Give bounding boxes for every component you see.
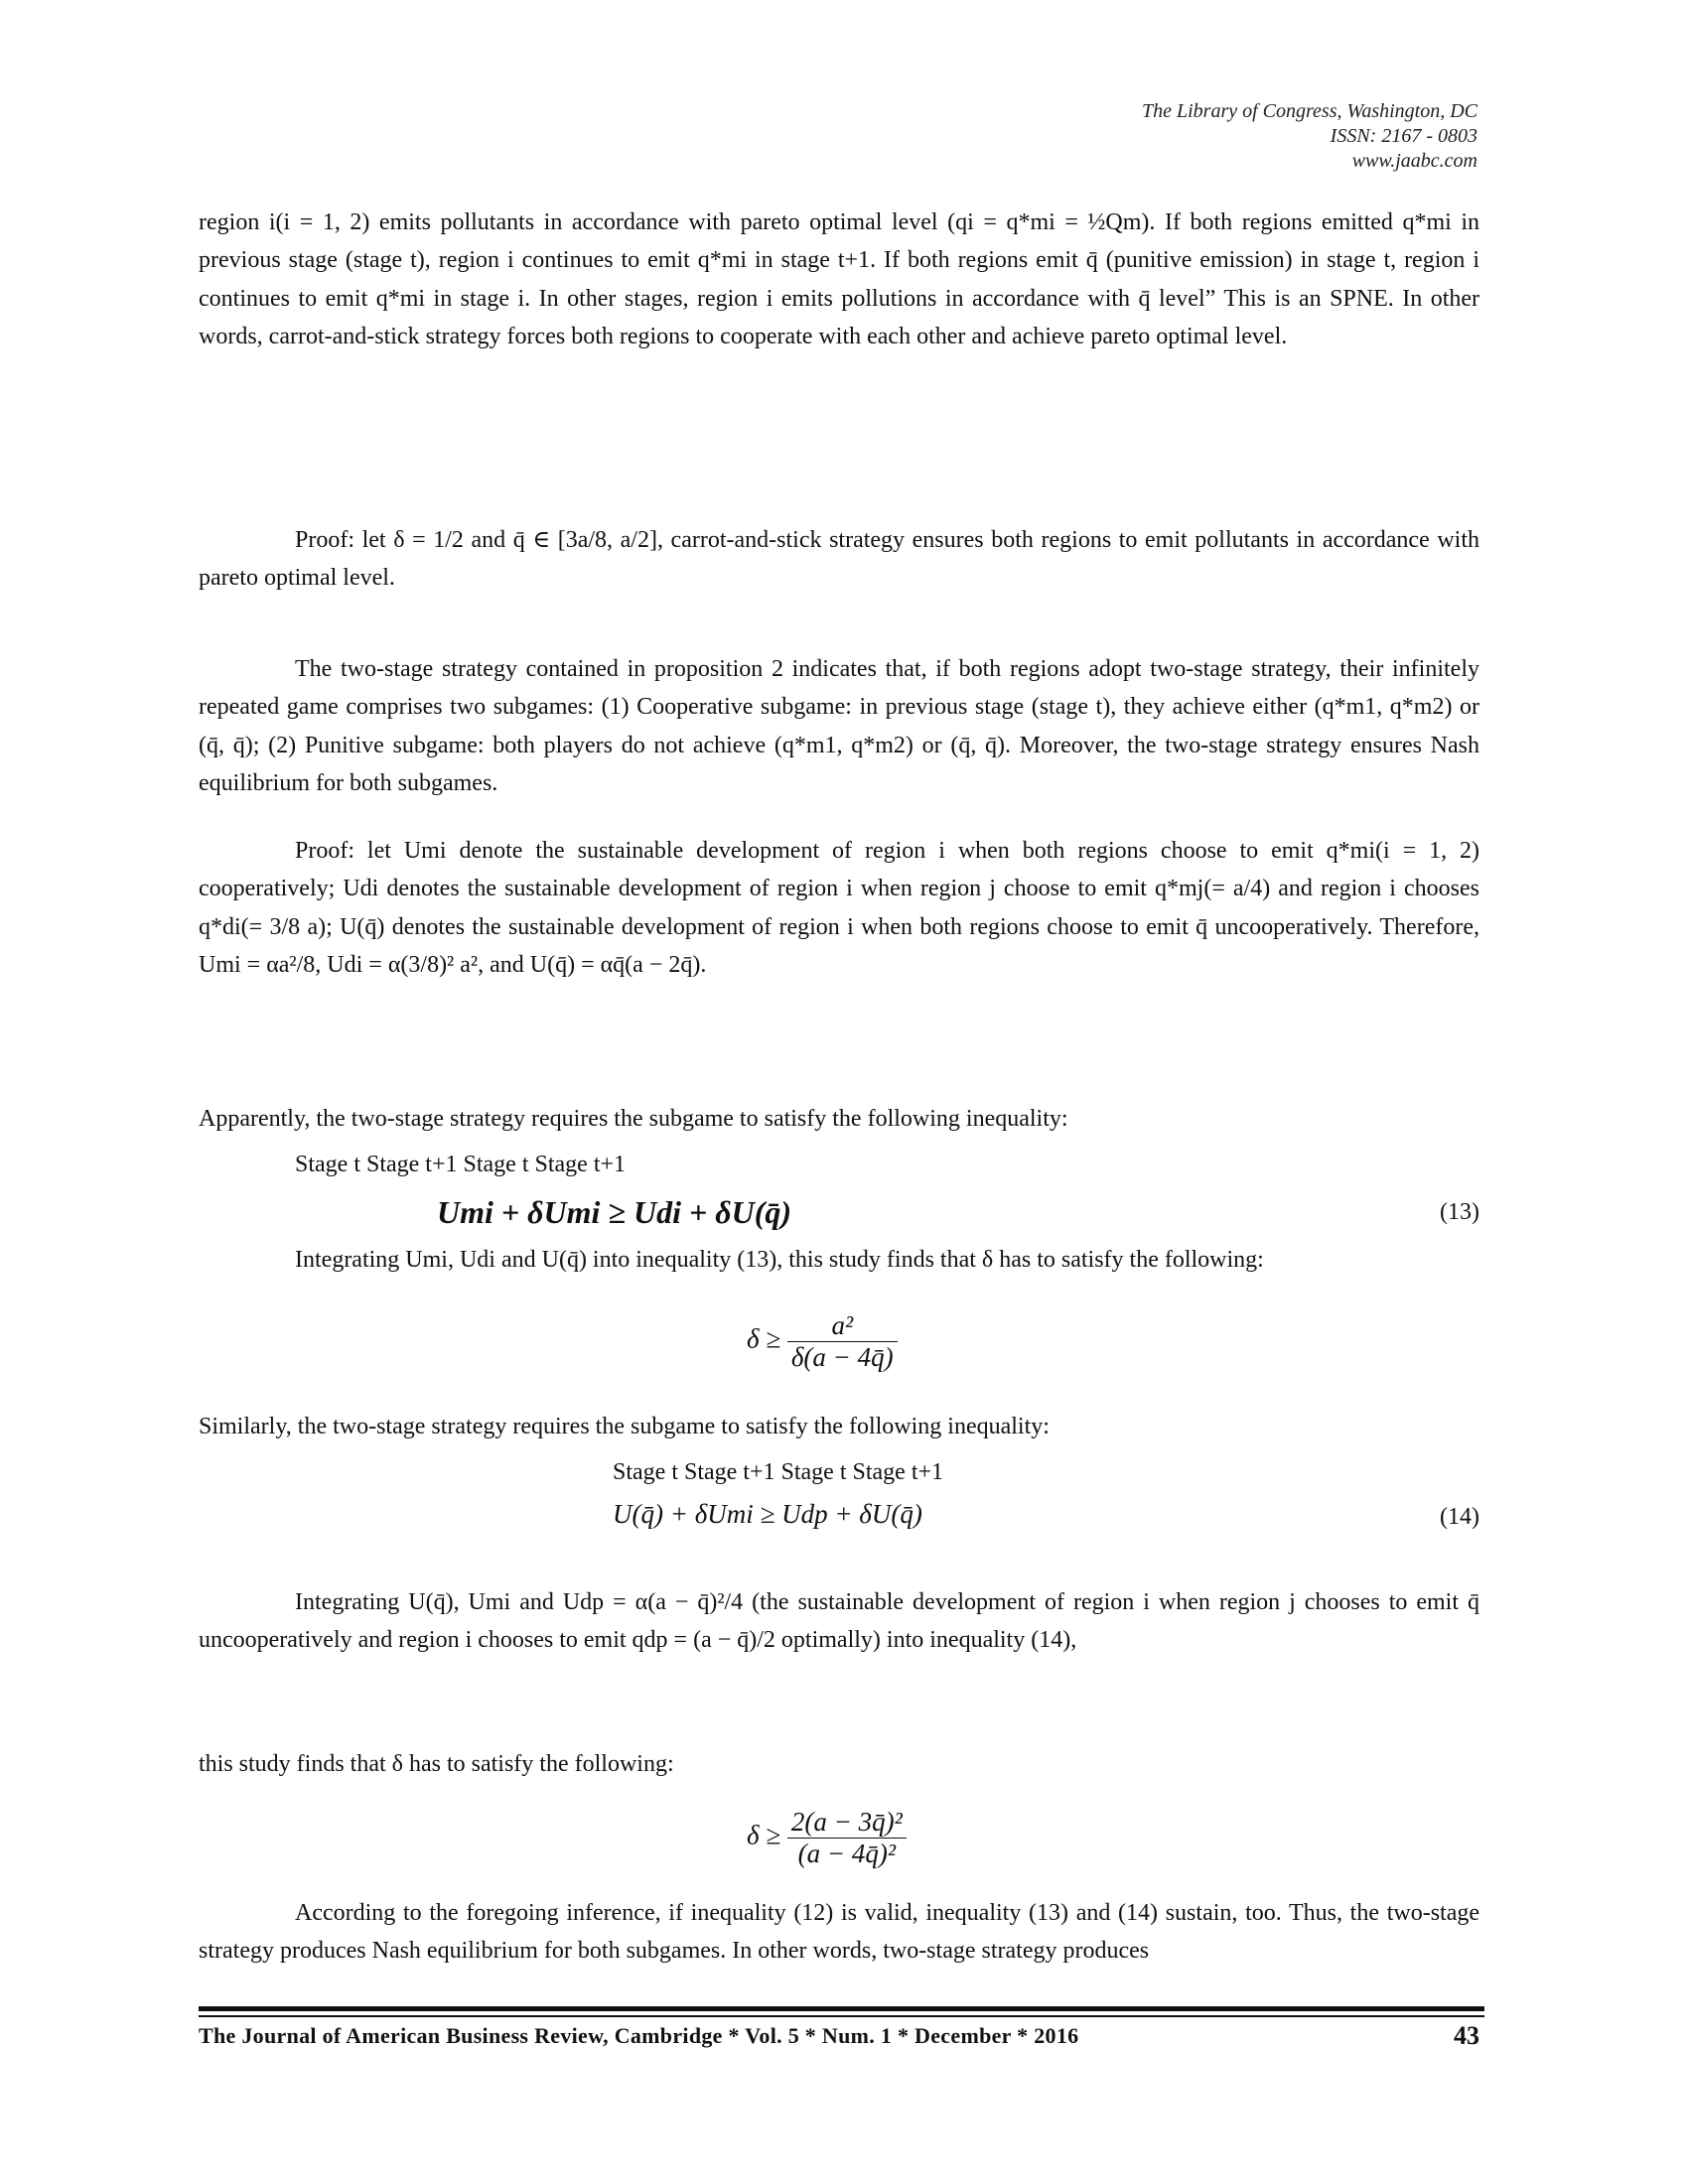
paragraph-similarly: Similarly, the two-stage strategy requires the subgame to satisfy the following inequality:	[199, 1414, 1050, 1439]
equation-number-14: (14)	[1440, 1504, 1479, 1530]
result-13	[747, 1310, 898, 1373]
journal-header	[1142, 99, 1477, 174]
equation-number-13: (13)	[1440, 1199, 1479, 1225]
footer-rule-thick	[199, 2006, 1484, 2011]
delta-geq-14: δ ≥	[747, 1820, 787, 1850]
fraction-14	[787, 1807, 907, 1869]
result-14	[747, 1807, 907, 1869]
paragraph-1: region i(i = 1, 2) emits pollutants in accordance with pareto optimal level (qi = q*mi = ½Qm). If both regions emitted q*mi in previous stage (stage t), region i continues to emit q*mi in stage t+1. If both regions emit q̄ (punitive emission) in stage t, region i continues to emit q*mi in stage i. In other stages, region i emits pollutions in accordance with q̄ level” This is an SPNE. In other words, carrot-and-stick strategy forces both regions to cooperate with each other and achieve pareto optimal level.	[199, 209, 1479, 350]
stage-labels-14: Stage t Stage t+1 Stage t Stage t+1	[613, 1459, 944, 1485]
paragraph-integrating-14: Integrating U(q̄), Umi and Udp = α(a − q̄)²/4 (the sustainable development of region i when region j chooses to emit q̄ uncooperatively and region i chooses to emit qdp = (a − q̄)/2 optimally) into inequality (14),	[199, 1589, 1479, 1654]
header-line-1: The Library of Congress, Washington, DC	[1141, 100, 1477, 122]
paragraph-proof-2: Proof: let Umi denote the sustainable development of region i when both regions choose to emit q*mi(i = 1, 2) cooperatively; Udi denotes the sustainable development of region i when region j choose to emit q*mj(= a/4) and region i chooses q*di(= 3/8 a); U(q̄) denotes the sustainable development of region i when both regions choose to emit q̄ uncooperatively. Therefore, Umi = αa²/8, Udi = α(3/8)² a², and U(q̄) = αq̄(a − 2q̄).	[199, 838, 1479, 979]
paragraph-proof-1: Proof: let δ = 1/2 and q̄ ∈ [3a/8, a/2], carrot-and-stick strategy ensures both regions to emit pollutants in accordance with pareto optimal level.	[199, 527, 1479, 592]
fraction-14-denominator: (a − 4q̄)²	[787, 1838, 907, 1869]
page-number: 43	[1454, 2021, 1479, 2050]
paragraph-conclusion: According to the foregoing inference, if inequality (12) is valid, inequality (13) and (14) sustain, too. Thus, the two-stage strategy produces Nash equilibrium for both subgames. In other words, two-stage strategy produces	[199, 1900, 1479, 1965]
fraction-14-numerator: 2(a − 3q̄)²	[790, 1807, 903, 1837]
paragraph-apparently: Apparently, the two-stage strategy requires the subgame to satisfy the following inequality:	[199, 1106, 1068, 1132]
header-line-3: www.jaabc.com	[1351, 150, 1477, 172]
footer-journal: The Journal of American Business Review, Cambridge * Vol. 5 * Num. 1 * December * 2016	[199, 2023, 1079, 2048]
stage-labels-13: Stage t Stage t+1 Stage t Stage t+1	[295, 1152, 627, 1177]
fraction-13-numerator: a²	[831, 1310, 854, 1340]
fraction-13-denominator: δ(a − 4q̄)	[787, 1341, 898, 1373]
delta-geq-13: δ ≥	[747, 1323, 787, 1354]
paragraph-integrating-13: Integrating Umi, Udi and U(q̄) into inequality (13), this study finds that δ has to satisfy the following:	[295, 1247, 1264, 1273]
inequality-14: U(q̄) + δUmi ≥ Udp + δU(q̄)	[613, 1499, 922, 1529]
header-line-2: ISSN: 2167 - 0803	[1330, 125, 1477, 147]
paragraph-study-finds: this study finds that δ has to satisfy the following:	[199, 1751, 674, 1777]
inequality-13: Umi + δUmi ≥ Udi + δU(q̄)	[437, 1194, 792, 1230]
footer-rule-thin	[199, 2015, 1484, 2017]
paragraph-two-stage: The two-stage strategy contained in proposition 2 indicates that, if both regions adopt two-stage strategy, their infinitely repeated game comprises two subgames: (1) Cooperative subgame: in previous stage (stage t), they achieve either (q*m1, q*m2) or (q̄, q̄); (2) Punitive subgame: both players do not achieve (q*m1, q*m2) or (q̄, q̄). Moreover, the two-stage strategy ensures Nash equilibrium for both subgames.	[199, 656, 1479, 797]
fraction-13	[787, 1310, 898, 1373]
